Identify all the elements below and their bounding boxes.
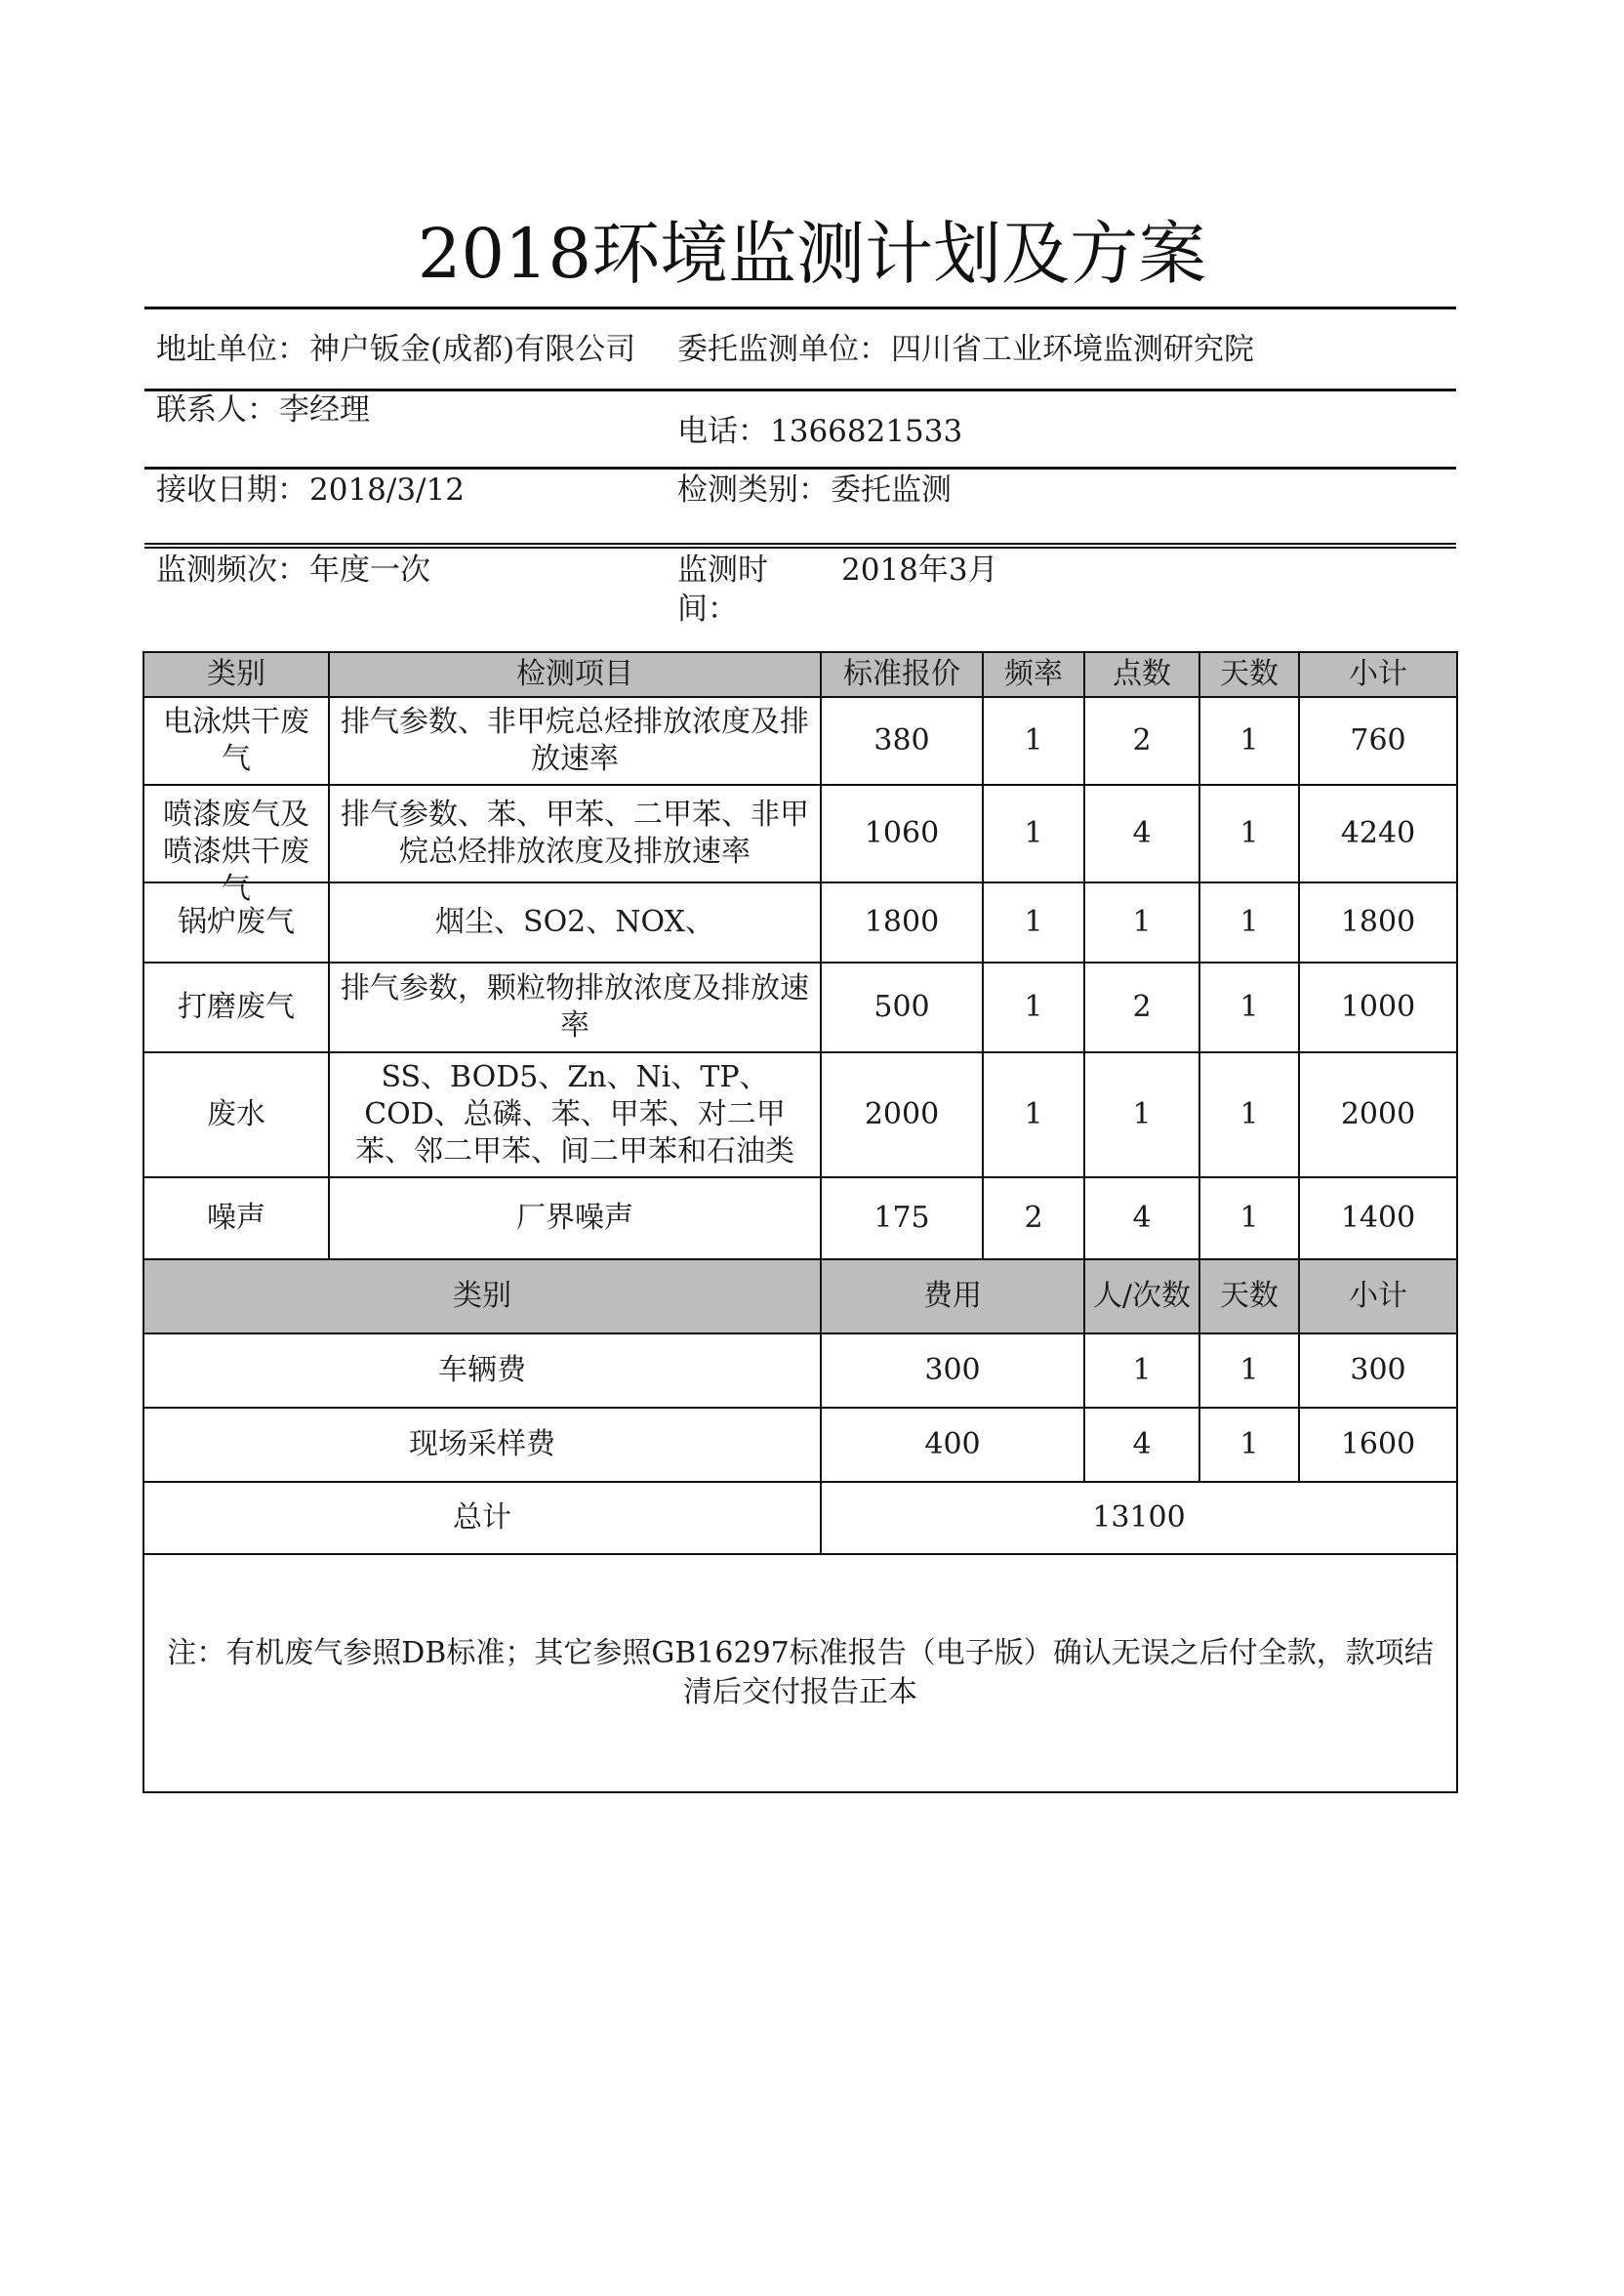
row-category xyxy=(143,785,329,906)
col-header-price: 标准报价 xyxy=(821,652,983,697)
fee-cost: 400 xyxy=(821,1408,1084,1482)
fee-row xyxy=(143,1408,1457,1482)
total-label: 总计 xyxy=(143,1482,821,1554)
row-points: 2 xyxy=(1084,697,1199,785)
row-subtotal: 4240 xyxy=(1299,785,1457,882)
row-days: 1 xyxy=(1199,1177,1299,1259)
client-value: 四川省工业环境监测研究院 xyxy=(891,332,1254,367)
fee-col-header-days: 天数 xyxy=(1199,1259,1299,1333)
col-header-item: 检测项目 xyxy=(329,652,821,697)
row-frequency: 1 xyxy=(983,697,1084,785)
time-value: 2018年3月 xyxy=(841,553,998,588)
row-subtotal: 1000 xyxy=(1299,963,1457,1052)
row-category-text: 喷漆废气及喷漆烘干废气 xyxy=(163,798,309,906)
phone-label: 电话： xyxy=(677,414,768,449)
time-label: 监测时间： xyxy=(677,553,768,627)
row-item: 厂界噪声 xyxy=(329,1177,821,1259)
fee-days: 1 xyxy=(1199,1333,1299,1408)
fee-category: 车辆费 xyxy=(143,1333,821,1408)
address-field xyxy=(156,330,635,369)
type-label: 检测类别： xyxy=(677,472,829,508)
total-value: 13100 xyxy=(821,1482,1457,1554)
row-points: 4 xyxy=(1084,1177,1199,1259)
date-value: 2018/3/12 xyxy=(309,472,465,508)
type-value: 委托监测 xyxy=(831,472,952,508)
fee-col-header-cost: 费用 xyxy=(821,1259,1084,1333)
date-field xyxy=(156,471,465,510)
type-field xyxy=(677,471,952,510)
row-price: 500 xyxy=(821,963,983,1052)
row-price: 2000 xyxy=(821,1052,983,1177)
row-price: 380 xyxy=(821,697,983,785)
row-category: 电泳烘干废气 xyxy=(143,697,329,785)
page-title: 2018环境监测计划及方案 xyxy=(417,214,1207,294)
table-row xyxy=(143,1177,1457,1259)
row-days: 1 xyxy=(1199,697,1299,785)
col-header-category: 类别 xyxy=(143,652,329,697)
row-frequency: 2 xyxy=(983,1177,1084,1259)
client-label: 委托监测单位： xyxy=(677,332,889,367)
divider xyxy=(144,307,1456,309)
row-subtotal: 1800 xyxy=(1299,882,1457,963)
frequency-field xyxy=(156,551,430,590)
row-item: 烟尘、SO2、NOX、 xyxy=(329,882,821,963)
client-field xyxy=(677,330,1254,369)
fee-subtotal: 300 xyxy=(1299,1333,1457,1408)
phone-value: 1366821533 xyxy=(770,414,963,449)
fee-count: 1 xyxy=(1084,1333,1199,1408)
fee-col-header-category: 类别 xyxy=(143,1259,821,1333)
row-days: 1 xyxy=(1199,1052,1299,1177)
contact-field xyxy=(156,390,370,430)
row-category: 锅炉废气 xyxy=(143,882,329,963)
row-points: 2 xyxy=(1084,963,1199,1052)
frequency-label: 监测频次： xyxy=(156,553,307,588)
divider xyxy=(144,467,1456,470)
note-text: 注：有机废气参照DB标准；其它参照GB16297标准报告（电子版）确认无误之后付全款，款项结清后交付报告正本 xyxy=(143,1554,1457,1792)
fee-days: 1 xyxy=(1199,1408,1299,1482)
date-label: 接收日期： xyxy=(156,472,307,508)
row-price: 1060 xyxy=(821,785,983,882)
row-item: SS、BOD5、Zn、Ni、TP、COD、总磷、苯、甲苯、对二甲苯、邻二甲苯、间二甲苯和石油类 xyxy=(329,1052,821,1177)
row-frequency: 1 xyxy=(983,882,1084,963)
total-row xyxy=(143,1482,1457,1554)
fee-subtotal: 1600 xyxy=(1299,1408,1457,1482)
row-category: 废水 xyxy=(143,1052,329,1177)
row-frequency: 1 xyxy=(983,963,1084,1052)
row-category: 打磨废气 xyxy=(143,963,329,1052)
row-subtotal: 1400 xyxy=(1299,1177,1457,1259)
fee-col-header-count: 人/次数 xyxy=(1084,1259,1199,1333)
frequency-value: 年度一次 xyxy=(309,553,430,588)
contact-label: 联系人： xyxy=(156,392,277,428)
note-row xyxy=(143,1554,1457,1792)
row-category: 噪声 xyxy=(143,1177,329,1259)
fee-row xyxy=(143,1333,1457,1408)
row-item: 排气参数、非甲烷总烃排放浓度及排放速率 xyxy=(329,697,821,785)
fee-cost: 300 xyxy=(821,1333,1084,1408)
row-frequency: 1 xyxy=(983,1052,1084,1177)
table-row xyxy=(143,963,1457,1052)
col-header-points: 点数 xyxy=(1084,652,1199,697)
row-frequency: 1 xyxy=(983,785,1084,882)
row-price: 175 xyxy=(821,1177,983,1259)
row-price: 1800 xyxy=(821,882,983,963)
row-subtotal: 2000 xyxy=(1299,1052,1457,1177)
row-points: 4 xyxy=(1084,785,1199,882)
row-item: 排气参数、苯、甲苯、二甲苯、非甲烷总烃排放浓度及排放速率 xyxy=(329,785,821,882)
fee-count: 4 xyxy=(1084,1408,1199,1482)
fee-header-row xyxy=(143,1259,1457,1333)
row-days: 1 xyxy=(1199,785,1299,882)
table-row xyxy=(143,697,1457,785)
monitoring-table xyxy=(142,651,1458,1793)
contact-value: 李经理 xyxy=(279,392,370,428)
table-row xyxy=(143,785,1457,882)
phone-field xyxy=(677,412,962,451)
row-points: 1 xyxy=(1084,1052,1199,1177)
col-header-subtotal: 小计 xyxy=(1299,652,1457,697)
table-row xyxy=(143,882,1457,963)
row-days: 1 xyxy=(1199,963,1299,1052)
table-row xyxy=(143,1052,1457,1177)
fee-category: 现场采样费 xyxy=(143,1408,821,1482)
address-value: 神户钣金(成都)有限公司 xyxy=(309,332,636,367)
row-subtotal: 760 xyxy=(1299,697,1457,785)
table-header-row xyxy=(143,652,1457,697)
address-label: 地址单位： xyxy=(156,332,307,367)
col-header-frequency: 频率 xyxy=(983,652,1084,697)
row-points: 1 xyxy=(1084,882,1199,963)
fee-col-header-subtotal: 小计 xyxy=(1299,1259,1457,1333)
row-days: 1 xyxy=(1199,882,1299,963)
row-item: 排气参数，颗粒物排放浓度及排放速率 xyxy=(329,963,821,1052)
col-header-days: 天数 xyxy=(1199,652,1299,697)
